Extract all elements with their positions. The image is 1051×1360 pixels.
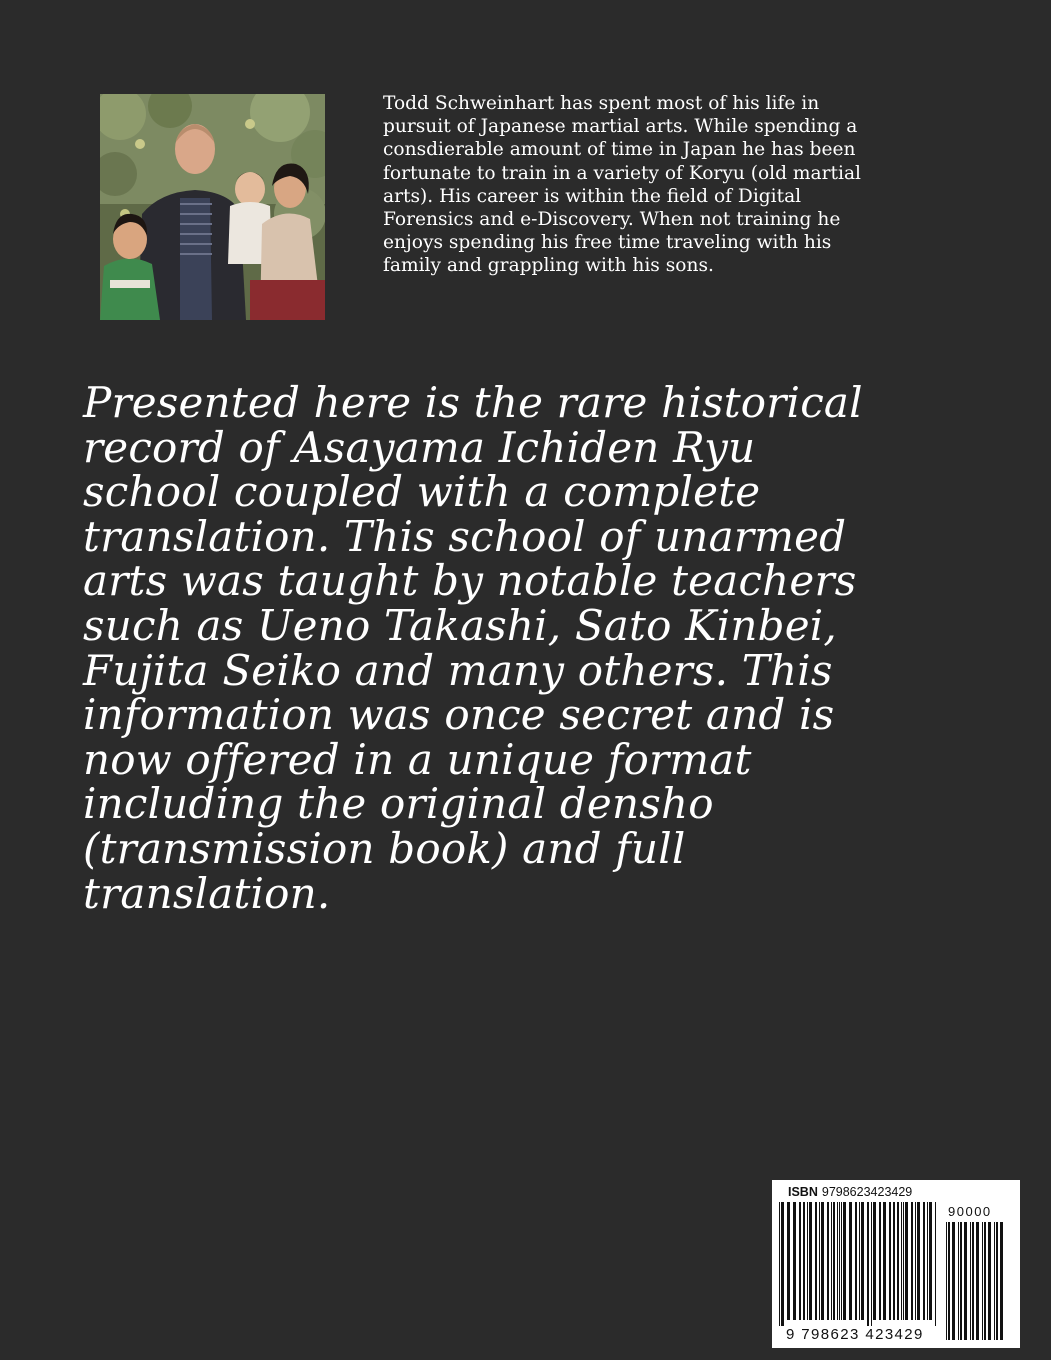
barcode-bar: [831, 1202, 832, 1320]
bio-line: consdierable amount of time in Japan he has been: [383, 139, 856, 161]
blurb-line: translation. This school of unarmed: [83, 511, 847, 561]
barcode-bar: [859, 1202, 860, 1320]
barcode-bar: [799, 1202, 801, 1320]
barcode-bar: [827, 1202, 829, 1320]
barcode-bar: [923, 1202, 925, 1320]
barcode-bar: [970, 1222, 971, 1340]
blurb-line: such as Ueno Takashi, Sato Kinbei,: [83, 600, 837, 650]
blurb-line: Presented here is the rare historical: [83, 378, 863, 427]
barcode-bar: [809, 1202, 812, 1320]
author-family-photo-image: [100, 94, 325, 320]
barcode-bar: [901, 1202, 902, 1320]
barcode-bar: [948, 1222, 950, 1340]
author-family-photo: [100, 94, 325, 320]
barcode-bar: [779, 1202, 780, 1326]
barcode-bar: [917, 1202, 920, 1320]
barcode-bar: [911, 1202, 913, 1320]
blurb-line: information was once secret and is: [83, 690, 835, 740]
bio-line: enjoys spending his free time traveling with his: [383, 232, 832, 254]
blurb-line: translation.: [83, 868, 331, 918]
barcode-bar: [972, 1222, 974, 1340]
price-addon-bars: [944, 1222, 1008, 1340]
barcode-bar: [819, 1202, 820, 1320]
blurb-line: Fujita Seiko and many others. This: [83, 645, 833, 695]
barcode-bar: [897, 1202, 899, 1320]
isbn-barcode: [772, 1180, 1020, 1348]
barcode-bar: [839, 1202, 840, 1320]
barcode-bar: [889, 1202, 891, 1320]
barcode-bar: [849, 1202, 852, 1320]
barcode-bar: [994, 1222, 995, 1340]
barcode-bar: [787, 1202, 790, 1320]
barcode-bar: [903, 1202, 904, 1320]
author-bio: [383, 92, 983, 278]
isbn-number: 9798623423429: [821, 1185, 913, 1199]
barcode-bar: [861, 1202, 864, 1320]
bio-line: arts). His career is within the field of Digital: [383, 185, 802, 207]
barcode-bar: [841, 1202, 842, 1320]
ean-barcode-bars: [777, 1202, 939, 1326]
isbn-human-readable: 9 798623 423429: [786, 1326, 924, 1343]
barcode-bar: [815, 1202, 817, 1320]
barcode-bar: [984, 1222, 986, 1340]
bio-line: Forensics and e-Discovery. When not training he: [383, 209, 841, 231]
barcode-bar: [873, 1202, 876, 1320]
barcode-bar: [988, 1222, 991, 1340]
barcode-bar: [952, 1222, 955, 1340]
blurb-line: record of Asayama Ichiden Ryu: [83, 422, 756, 472]
barcode-bar: [946, 1222, 947, 1340]
barcode-bar: [915, 1202, 916, 1320]
barcode-bar: [855, 1202, 857, 1320]
bio-line: family and grappling with his sons.: [383, 255, 714, 277]
barcode-bar: [867, 1202, 869, 1326]
book-description: [83, 378, 1023, 918]
blurb-line: now offered in a unique format: [83, 734, 752, 784]
bio-line: Todd Schweinhart has spent most of his life in: [383, 93, 820, 114]
barcode-bar: [803, 1202, 805, 1320]
barcode-bar: [1000, 1222, 1003, 1340]
blurb-line: including the original densho: [83, 779, 714, 829]
barcode-bar: [807, 1202, 808, 1320]
barcode-bar: [781, 1202, 784, 1326]
barcode-bar: [964, 1222, 967, 1340]
barcode-bar: [960, 1222, 962, 1340]
blurb-line: arts was taught by notable teachers: [83, 556, 857, 606]
bio-line: pursuit of Japanese martial arts. While spending a: [383, 116, 858, 138]
blurb-line: school coupled with a complete: [83, 467, 761, 517]
barcode-bar: [958, 1222, 959, 1340]
barcode-bar: [905, 1202, 908, 1320]
barcode-bar: [927, 1202, 928, 1320]
isbn-label: [788, 1185, 912, 1199]
bio-line: fortunate to train in a variety of Koryu (old martial: [383, 162, 861, 184]
barcode-bar: [833, 1202, 835, 1320]
barcode-bar: [982, 1222, 983, 1340]
price-addon-label: 90000: [948, 1204, 992, 1219]
barcode-bar: [837, 1202, 838, 1320]
barcode-bar: [935, 1202, 936, 1326]
barcode-bar: [996, 1222, 998, 1340]
barcode-bar: [879, 1202, 881, 1320]
blurb-line: (transmission book) and full: [83, 823, 686, 873]
isbn-prefix: ISBN: [788, 1185, 818, 1199]
barcode-bar: [976, 1222, 979, 1340]
barcode-bar: [793, 1202, 796, 1320]
barcode-bar: [883, 1202, 886, 1320]
barcode-bar: [871, 1202, 872, 1326]
barcode-bar: [821, 1202, 824, 1320]
barcode-bar: [929, 1202, 932, 1320]
barcode-bar: [893, 1202, 895, 1320]
barcode-bar: [843, 1202, 846, 1320]
